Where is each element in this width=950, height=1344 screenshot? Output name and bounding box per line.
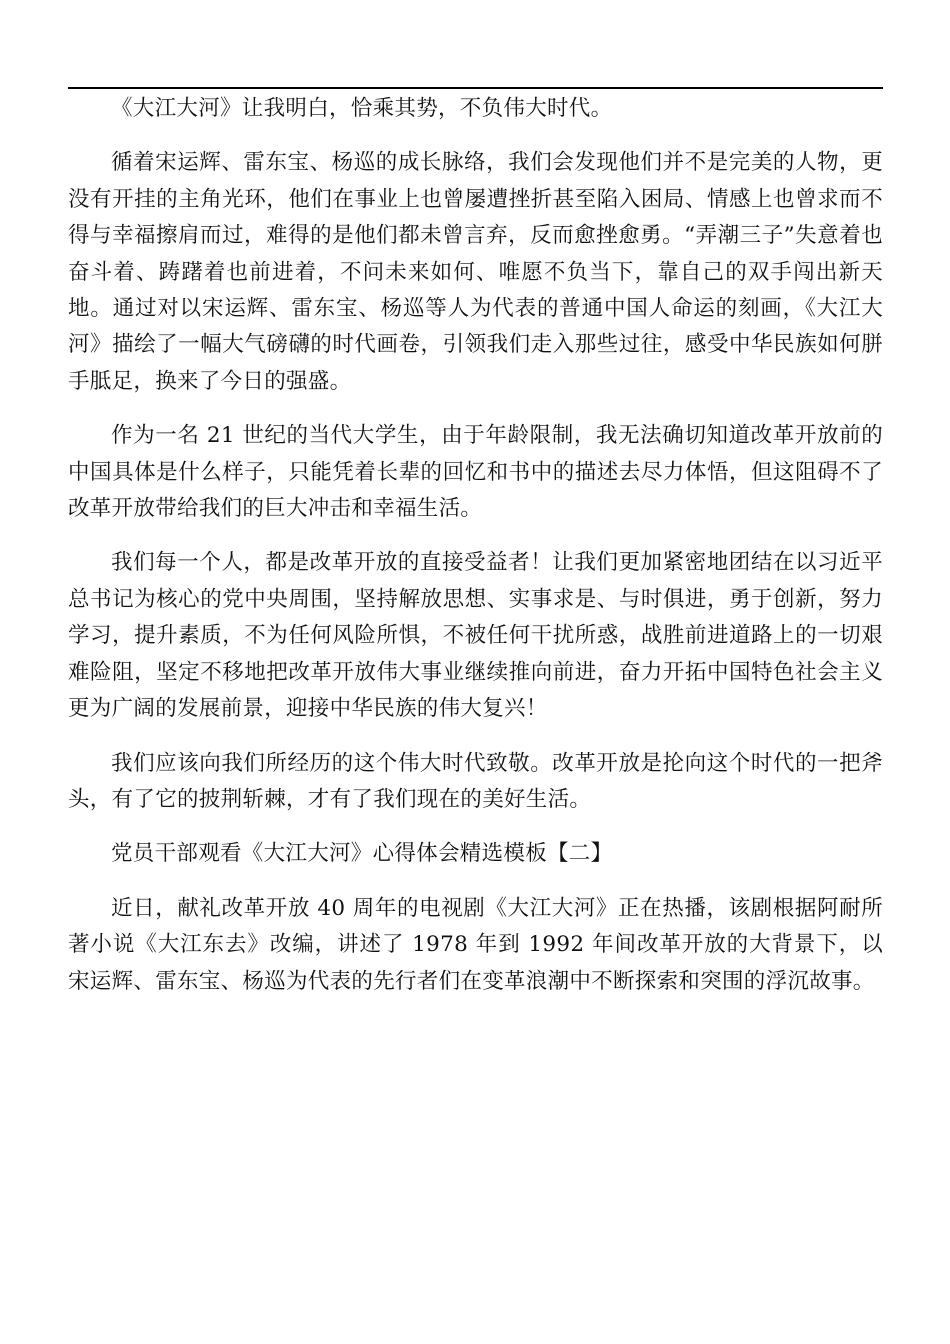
paragraph-6: 近日，献礼改革开放 40 周年的电视剧《大江大河》正在热播，该剧根据阿耐所著小说《大江东去》改编，讲述了 1978 年到 1992 年间改革开放的大背景下，以宋运辉、雷东宝、杨巡为代表的先行者们在变革浪潮中不断探索和突围的浮沉故事。 [68,895,883,994]
paragraph-2: 循着宋运辉、雷东宝、杨巡的成长脉络，我们会发现他们并不是完美的人物，更没有开挂的主角光环，他们在事业上也曾屡遭挫折甚至陷入困局、情感上也曾求而不得与幸福擦肩而过，难得的是他们都未曾言弃，反而愈挫愈勇。“弄潮三子”失意着也奋斗着、踌躇着也前进着，不问未来如何、唯愿不负当下，靠自己的双手闯出新天地。通过对以宋运辉、雷东宝、杨巡等人为代表的普通中国人命运的刻画，《大江大河》描绘了一幅大气磅礴的时代画卷，引领我们走入那些过往，感受中华民族如何胼手胝足，换来了今日的强盛。 [68,150,883,394]
paragraph-4: 我们每一个人，都是改革开放的直接受益者！让我们更加紧密地团结在以习近平总书记为核心的党中央周围，坚持解放思想、实事求是、与时俱进，勇于创新，努力学习，提升素质，不为任何风险所惧，不被任何干扰所惑，战胜前进道路上的一切艰难险阻，坚定不移地把改革开放伟大事业继续推向前进，奋力开拓中国特色社会主义更为广阔的发展前景，迎接中华民族的伟大复兴！ [68,550,883,722]
paragraph-5: 我们应该向我们所经历的这个伟大时代致敬。改革开放是抡向这个时代的一把斧头，有了它的披荆斩棘，才有了我们现在的美好生活。 [68,750,883,812]
paragraph-3: 作为一名 21 世纪的当代大学生，由于年龄限制，我无法确切知道改革开放前的中国具体是什么样子，只能凭着长辈的回忆和书中的描述去尽力体悟，但这阻碍不了改革开放带给我们的巨大冲击和幸福生活。 [68,423,883,522]
section-heading: 党员干部观看《大江大河》心得体会精选模板【二】 [111,841,613,867]
header-rule [68,87,883,89]
document-body [68,91,883,1000]
paragraph-1: 《大江大河》让我明白，恰乘其势，不负伟大时代。 [111,96,613,121]
